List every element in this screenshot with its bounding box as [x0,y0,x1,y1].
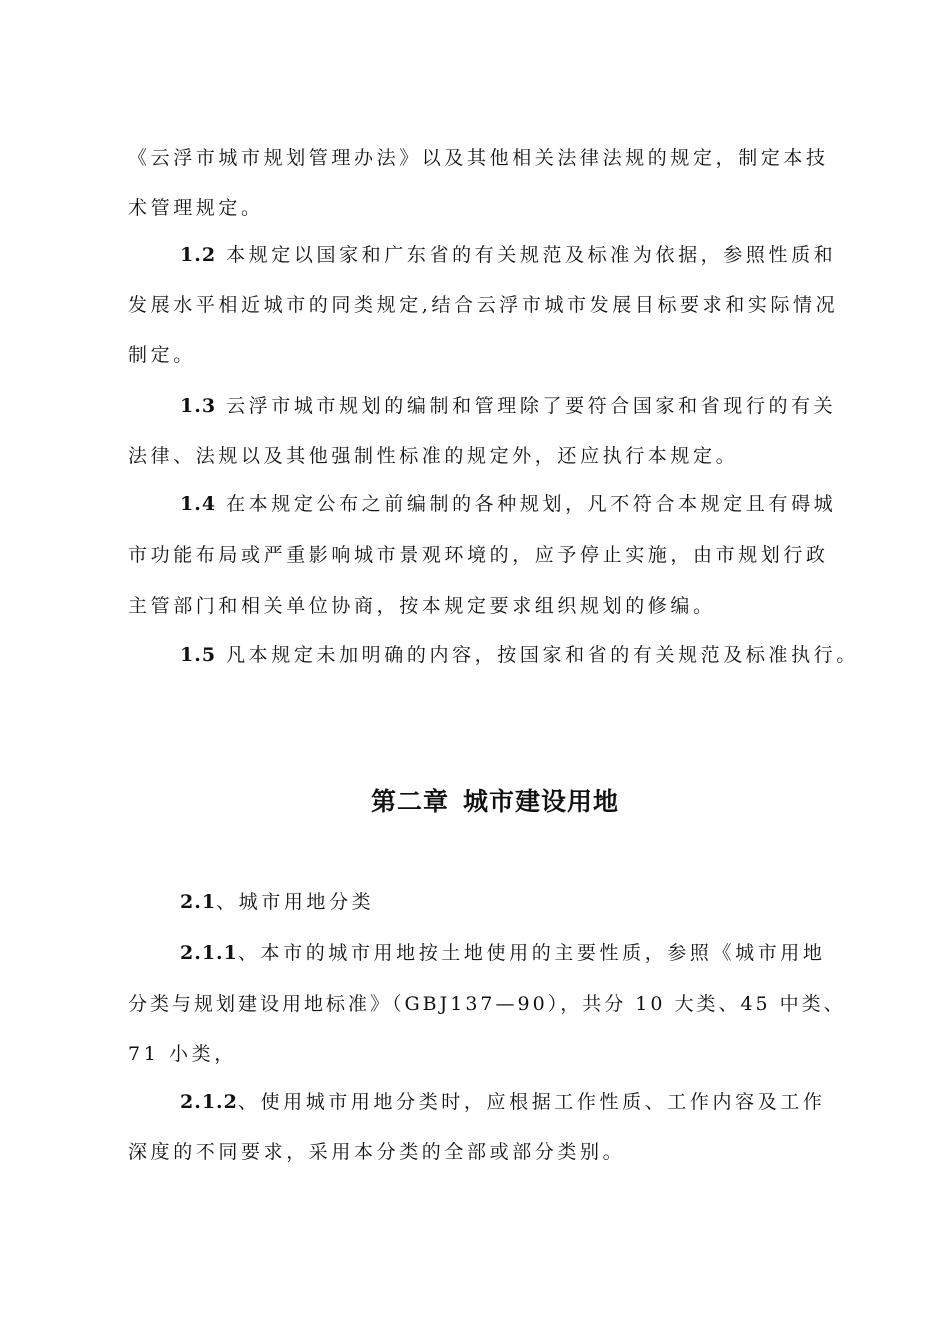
paragraph-1-line-1: 《云浮市城市规划管理办法》以及其他相关法律法规的规定，制定本技 [128,147,829,169]
chapter-label: 第二章 [370,787,449,816]
section-number: 1.2 [180,244,217,266]
section-1-3-line-2: 法律、法规以及其他强制性标准的规定外，还应执行本规定。 [128,445,739,467]
section-2-1-1-line-3: 71 小类， [128,1043,237,1065]
section-1-4-line-2: 市功能布局或严重影响城市景观环境的，应予停止实施，由市规划行政 [128,544,829,566]
section-2-1-1-line-2: 分类与规划建设用地标准》（GBJ137—90），共分 10 大类、45 中类、 [128,993,846,1015]
section-2-1 [180,890,374,914]
section-1-3-line-1 [180,394,836,418]
section-text: 本规定以国家和广东省的有关规范及标准为依据，参照性质和 [226,244,837,266]
section-number: 2.1.2 [180,1091,238,1113]
section-1-4-line-3: 主管部门和相关单位协商，按本规定要求组织规划的修编。 [128,595,716,617]
section-number: 1.5 [180,644,217,666]
section-1-2-line-3: 制定。 [128,344,196,366]
section-number: 1.3 [180,395,217,417]
section-1-2-line-2: 发展水平相近城市的同类规定,结合云浮市城市发展目标要求和实际情况 [128,294,839,316]
section-2-1-2-line-1 [180,1090,826,1114]
chapter-title [0,786,950,818]
section-number: 2.1.1 [180,942,238,964]
paragraph-1-line-2: 术管理规定。 [128,197,264,219]
section-number: 1.4 [180,493,217,515]
section-text: 在本规定公布之前编制的各种规划，凡不符合本规定且有碍城 [226,493,837,515]
section-2-1-2-line-2: 深度的不同要求，采用本分类的全部或部分类别。 [128,1141,626,1163]
section-2-1-1-line-1 [180,941,826,965]
section-text: 云浮市城市规划的编制和管理除了要符合国家和省现行的有关 [226,395,837,417]
section-1-2-line-1 [180,243,836,267]
chapter-name: 城市建设用地 [463,787,620,816]
section-number: 2.1 [180,891,217,913]
section-text: 、本市的城市用地按土地使用的主要性质，参照《城市用地 [237,942,826,964]
section-text: 、使用城市用地分类时，应根据工作性质、工作内容及工作 [237,1091,826,1113]
section-text: 凡本规定未加明确的内容，按国家和省的有关规范及标准执行。 [226,644,859,666]
section-1-4-line-1 [180,492,836,516]
section-text: 、城市用地分类 [216,891,375,913]
section-1-5-line-1 [180,643,859,667]
